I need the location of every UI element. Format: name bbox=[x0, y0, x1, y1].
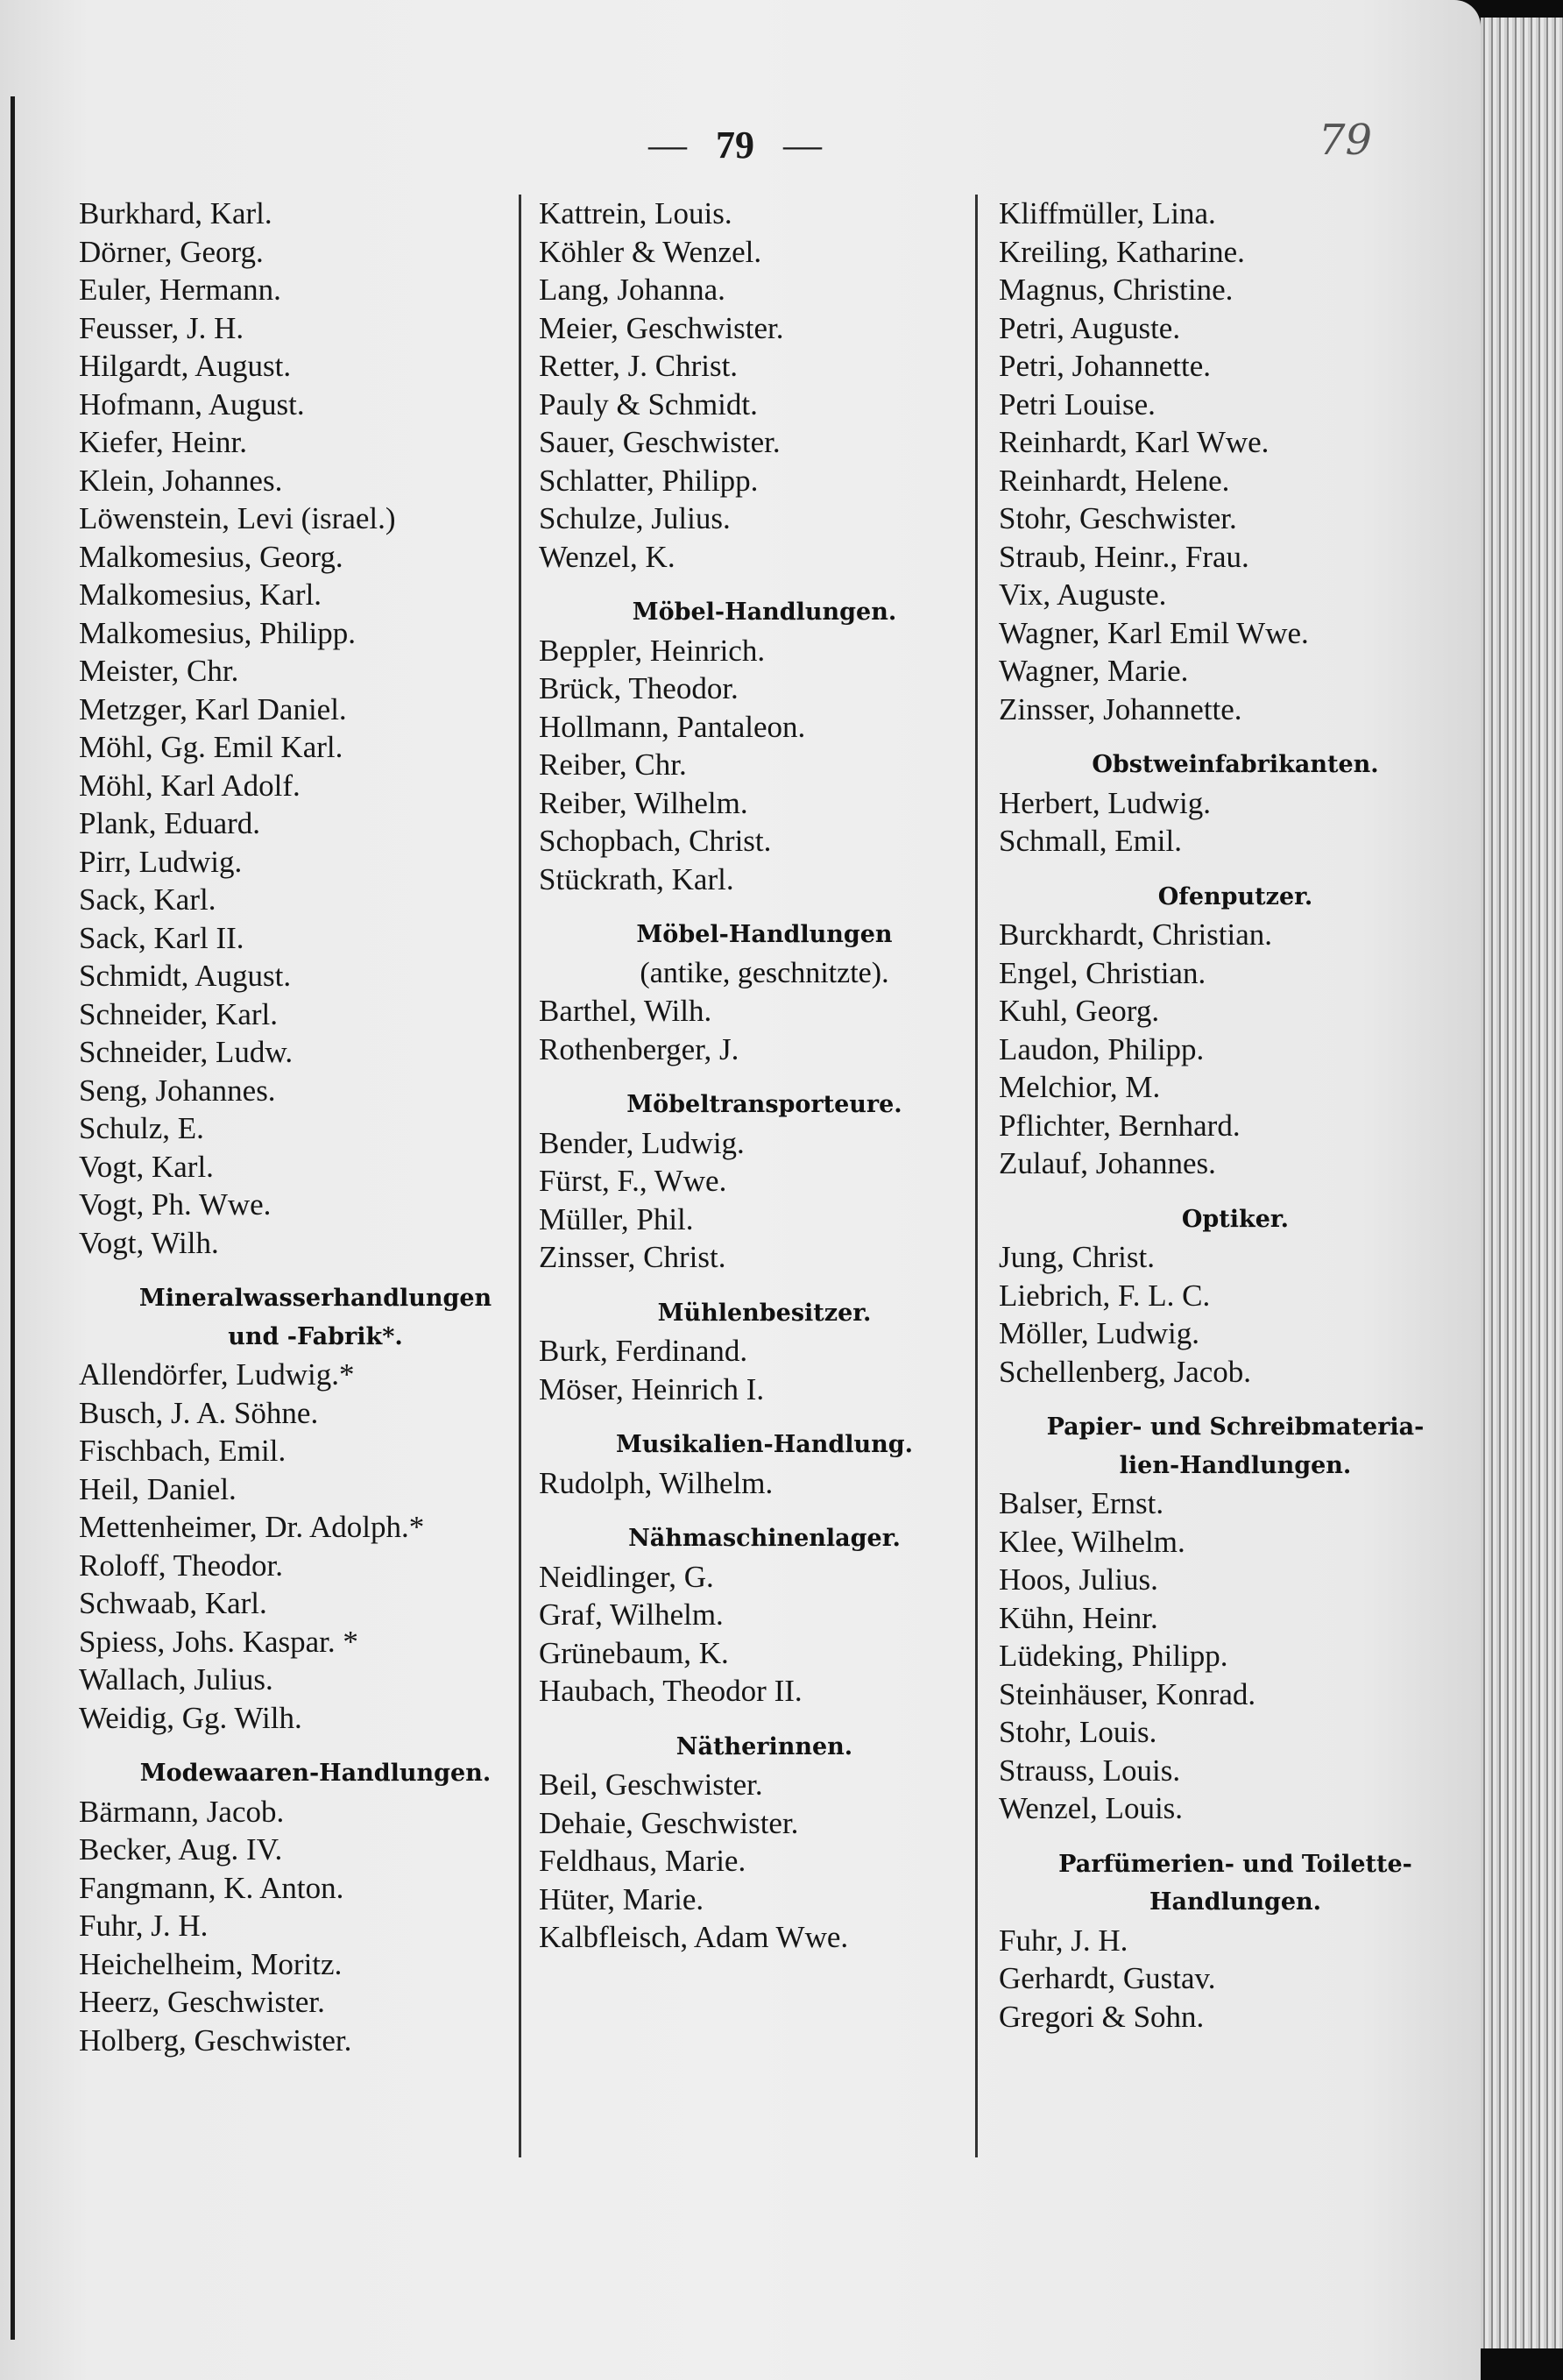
directory-entry: Steinhäuser, Konrad. bbox=[999, 1676, 1256, 1711]
directory-entry: Stohr, Louis. bbox=[999, 1715, 1157, 1749]
section-heading: Mineralwasserhandlungen bbox=[138, 1285, 492, 1312]
directory-entry: Möller, Ludwig. bbox=[999, 1316, 1199, 1350]
directory-entry: Stückrath, Karl. bbox=[539, 861, 734, 896]
directory-entry: Brück, Theodor. bbox=[539, 671, 739, 705]
directory-entry: Barthel, Wilh. bbox=[539, 994, 712, 1028]
directory-entry: Schellenberg, Jacob. bbox=[999, 1354, 1252, 1389]
directory-entry: Haubach, Theodor II. bbox=[539, 1674, 803, 1708]
directory-entry: Herbert, Ludwig. bbox=[999, 785, 1212, 820]
directory-entry: Fischbach, Emil. bbox=[79, 1434, 286, 1468]
directory-entry: Burckhardt, Christian. bbox=[999, 917, 1273, 952]
section-gap bbox=[999, 1391, 1472, 1408]
directory-entry: Stohr, Geschwister. bbox=[999, 501, 1237, 535]
directory-entry: Feusser, J. H. bbox=[79, 310, 244, 345]
directory-entry: Straub, Heinr., Frau. bbox=[999, 539, 1249, 574]
directory-entry: Gregori & Sohn. bbox=[999, 1999, 1205, 2034]
directory-entry: Reinhardt, Helene. bbox=[999, 463, 1230, 498]
directory-entry: Hüter, Marie. bbox=[539, 1881, 704, 1916]
directory-entry: Vogt, Wilh. bbox=[79, 1225, 219, 1260]
directory-entry: Petri, Auguste. bbox=[999, 310, 1181, 345]
binding-edge bbox=[11, 96, 15, 2340]
directory-entry: Wagner, Karl Emil Wwe. bbox=[999, 615, 1309, 650]
directory-entry: Graf, Wilhelm. bbox=[539, 1597, 724, 1632]
section-heading-continued: Handlungen. bbox=[1149, 1888, 1322, 1916]
directory-entry: Dehaie, Geschwister. bbox=[539, 1805, 799, 1840]
directory-entry: Schneider, Ludw. bbox=[79, 1035, 294, 1069]
section-heading: Nätherinnen. bbox=[675, 1732, 853, 1760]
directory-entry: Burkhard, Karl. bbox=[79, 196, 272, 230]
directory-entry: Busch, J. A. Söhne. bbox=[79, 1395, 319, 1430]
section-heading: Möbel-Handlungen bbox=[636, 921, 893, 948]
directory-entry: Kuhl, Georg. bbox=[999, 994, 1160, 1028]
directory-entry: Rudolph, Wilhelm. bbox=[539, 1465, 774, 1500]
section-heading: Mühlenbesitzer. bbox=[657, 1299, 872, 1327]
directory-entry: Feldhaus, Marie. bbox=[539, 1844, 746, 1878]
directory-entry: Pauly & Schmidt. bbox=[539, 386, 758, 421]
directory-entry: Rothenberger, J. bbox=[539, 1031, 739, 1066]
directory-entry: Wagner, Marie. bbox=[999, 654, 1189, 688]
section-heading: Möbel-Handlungen. bbox=[632, 599, 897, 626]
section-gap bbox=[539, 1408, 990, 1426]
directory-entry: Kiefer, Heinr. bbox=[79, 425, 247, 459]
directory-entry: Lüdeking, Philipp. bbox=[999, 1639, 1228, 1673]
directory-entry: Zulauf, Johannes. bbox=[999, 1146, 1216, 1180]
section-gap bbox=[79, 1737, 552, 1754]
directory-entry: Meister, Chr. bbox=[79, 654, 239, 688]
directory-entry: Meier, Geschwister. bbox=[539, 310, 784, 345]
section-gap bbox=[999, 1828, 1472, 1845]
header-dash-left: — bbox=[648, 124, 687, 166]
section-gap bbox=[539, 1068, 990, 1086]
directory-entry: Kühn, Heinr. bbox=[999, 1600, 1158, 1635]
page-number: 79 bbox=[716, 124, 754, 166]
directory-entry: Lang, Johanna. bbox=[539, 273, 725, 307]
directory-entry: Schopbach, Christ. bbox=[539, 824, 772, 858]
directory-entry: Weidig, Gg. Wilh. bbox=[79, 1700, 302, 1735]
directory-entry: Neidlinger, G. bbox=[539, 1559, 714, 1594]
handwritten-page-number: 79 bbox=[1319, 116, 1373, 165]
directory-entry: Laudon, Philipp. bbox=[999, 1031, 1205, 1066]
section-gap bbox=[539, 1502, 990, 1519]
directory-entry: Köhler & Wenzel. bbox=[539, 234, 762, 269]
directory-entry: Wenzel, Louis. bbox=[999, 1791, 1184, 1825]
directory-entry: Möhl, Karl Adolf. bbox=[79, 768, 301, 803]
section-heading: Nähmaschinenlager. bbox=[628, 1525, 901, 1552]
directory-entry: Melchior, M. bbox=[999, 1070, 1161, 1104]
section-gap bbox=[999, 861, 1472, 878]
directory-entry: Reinhardt, Karl Wwe. bbox=[999, 425, 1269, 459]
directory-entry: Allendörfer, Ludwig.* bbox=[79, 1357, 355, 1392]
directory-entry: Schulz, E. bbox=[79, 1111, 204, 1145]
page-header bbox=[648, 123, 822, 167]
directory-entry: Wallach, Julius. bbox=[79, 1662, 273, 1696]
directory-entry: Pirr, Ludwig. bbox=[79, 844, 243, 879]
directory-entry: Seng, Johannes. bbox=[79, 1073, 276, 1108]
directory-entry: Gerhardt, Gustav. bbox=[999, 1961, 1216, 1995]
directory-entry: Roloff, Theodor. bbox=[79, 1548, 284, 1583]
directory-entry: Spiess, Johs. Kaspar. * bbox=[79, 1624, 358, 1659]
section-heading: Obstweinfabrikanten. bbox=[1092, 751, 1379, 778]
section-gap bbox=[539, 1711, 990, 1728]
directory-entry: Petri, Johannette. bbox=[999, 349, 1212, 383]
directory-entry: Beil, Geschwister. bbox=[539, 1767, 763, 1802]
directory-entry: Löwenstein, Levi (israel.) bbox=[79, 501, 396, 535]
directory-entry: Hollmann, Pantaleon. bbox=[539, 709, 806, 744]
directory-entry: Schmidt, August. bbox=[79, 959, 292, 993]
directory-entry: Kreiling, Katharine. bbox=[999, 234, 1245, 269]
section-gap bbox=[539, 1277, 990, 1294]
directory-entry: Sack, Karl II. bbox=[79, 920, 244, 955]
directory-entry: Fuhr, J. H. bbox=[79, 1909, 209, 1943]
section-heading: Möbeltransporteure. bbox=[626, 1091, 902, 1118]
directory-entry: Zinsser, Christ. bbox=[539, 1240, 726, 1274]
directory-entry: Liebrich, F. L. C. bbox=[999, 1278, 1211, 1313]
directory-entry: Malkomesius, Philipp. bbox=[79, 615, 356, 650]
directory-entry: Strauss, Louis. bbox=[999, 1753, 1181, 1788]
section-heading-continued: (antike, geschnitzte). bbox=[640, 956, 889, 989]
directory-entry: Hilgardt, August. bbox=[79, 349, 292, 383]
directory-entry: Vogt, Karl. bbox=[79, 1149, 214, 1184]
directory-entry: Plank, Eduard. bbox=[79, 806, 261, 840]
directory-entry: Kattrein, Louis. bbox=[539, 196, 732, 230]
header-dash-right: — bbox=[783, 124, 822, 166]
directory-entry: Sack, Karl. bbox=[79, 882, 216, 917]
directory-entry: Malkomesius, Georg. bbox=[79, 539, 343, 574]
section-gap bbox=[539, 576, 990, 593]
directory-entry: Vogt, Ph. Wwe. bbox=[79, 1187, 272, 1222]
directory-entry: Hofmann, August. bbox=[79, 386, 305, 421]
directory-entry: Engel, Christian. bbox=[999, 955, 1206, 990]
directory-entry: Möhl, Gg. Emil Karl. bbox=[79, 730, 343, 764]
section-gap bbox=[999, 1183, 1472, 1201]
section-heading: Ofenputzer. bbox=[1157, 882, 1313, 910]
directory-entry: Möser, Heinrich I. bbox=[539, 1371, 765, 1406]
directory-entry: Dörner, Georg. bbox=[79, 234, 264, 269]
section-heading: Parfümerien- und Toilette- bbox=[1058, 1850, 1412, 1878]
section-heading: Modewaaren-Handlungen. bbox=[139, 1760, 492, 1787]
directory-entry: Klee, Wilhelm. bbox=[999, 1524, 1185, 1559]
directory-entry: Malkomesius, Karl. bbox=[79, 577, 322, 612]
directory-entry: Beppler, Heinrich. bbox=[539, 633, 766, 668]
directory-entry: Becker, Aug. IV. bbox=[79, 1832, 283, 1866]
directory-entry: Reiber, Chr. bbox=[539, 747, 687, 782]
directory-entry: Metzger, Karl Daniel. bbox=[79, 691, 347, 726]
directory-entry: Schmall, Emil. bbox=[999, 824, 1183, 858]
directory-entry: Kalbfleisch, Adam Wwe. bbox=[539, 1920, 849, 1954]
directory-entry: Bärmann, Jacob. bbox=[79, 1794, 285, 1829]
directory-entry: Holberg, Geschwister. bbox=[79, 2022, 352, 2058]
directory-entry: Retter, J. Christ. bbox=[539, 349, 739, 383]
section-gap bbox=[999, 728, 1472, 746]
directory-entry: Müller, Phil. bbox=[539, 1201, 694, 1236]
section-heading-continued: und -Fabrik*. bbox=[228, 1322, 403, 1350]
section-heading: Optiker. bbox=[1181, 1205, 1290, 1233]
directory-entry: Kliffmüller, Lina. bbox=[999, 196, 1216, 230]
directory-entry: Klein, Johannes. bbox=[79, 463, 283, 498]
directory-entry: Fürst, F., Wwe. bbox=[539, 1164, 727, 1198]
directory-entry: Vix, Auguste. bbox=[999, 577, 1167, 612]
directory-entry: Balser, Ernst. bbox=[999, 1486, 1164, 1520]
directory-entry: Wenzel, K. bbox=[539, 539, 675, 574]
column-3 bbox=[999, 195, 1472, 2036]
directory-entry: Fangmann, K. Anton. bbox=[79, 1870, 344, 1905]
directory-entry: Mettenheimer, Dr. Adolph.* bbox=[79, 1510, 425, 1544]
directory-entry: Pflichter, Bernhard. bbox=[999, 1108, 1241, 1143]
section-heading-continued: lien-Handlungen. bbox=[1119, 1451, 1352, 1479]
directory-entry: Petri Louise. bbox=[999, 386, 1156, 421]
directory-entry: Schneider, Karl. bbox=[79, 996, 278, 1031]
directory-entry: Schlatter, Philipp. bbox=[539, 463, 759, 498]
section-heading: Papier- und Schreibmateria- bbox=[1046, 1413, 1425, 1441]
column-2 bbox=[539, 195, 990, 1957]
directory-entry: Heerz, Geschwister. bbox=[79, 1985, 325, 2019]
directory-entry: Sauer, Geschwister. bbox=[539, 425, 781, 459]
directory-entry: Zinsser, Johannette. bbox=[999, 691, 1242, 726]
section-gap bbox=[79, 1262, 552, 1279]
section-heading: Musikalien-Handlung. bbox=[615, 1431, 914, 1458]
directory-entry: Magnus, Christine. bbox=[999, 273, 1234, 307]
directory-entry: Euler, Hermann. bbox=[79, 273, 281, 307]
section-gap bbox=[539, 898, 990, 916]
page-stack-edge bbox=[1481, 18, 1563, 2348]
directory-entry: Heil, Daniel. bbox=[79, 1471, 237, 1506]
directory-entry: Heichelheim, Moritz. bbox=[79, 1946, 343, 1981]
directory-entry: Reiber, Wilhelm. bbox=[539, 785, 748, 820]
column-1 bbox=[79, 195, 552, 2059]
directory-entry: Fuhr, J. H. bbox=[999, 1923, 1128, 1958]
directory-entry: Grünebaum, K. bbox=[539, 1635, 729, 1670]
directory-entry: Schulze, Julius. bbox=[539, 501, 731, 535]
directory-entry: Schwaab, Karl. bbox=[79, 1586, 267, 1620]
directory-entry: Hoos, Julius. bbox=[999, 1562, 1158, 1597]
directory-entry: Burk, Ferdinand. bbox=[539, 1334, 748, 1368]
directory-entry: Bender, Ludwig. bbox=[539, 1125, 745, 1160]
directory-entry: Jung, Christ. bbox=[999, 1240, 1155, 1274]
